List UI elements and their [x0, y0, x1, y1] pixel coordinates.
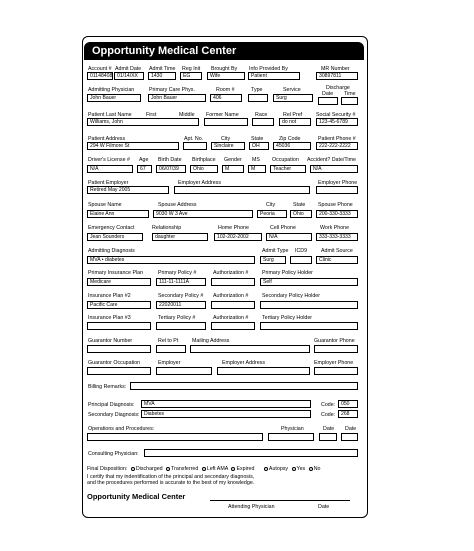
label-middle: Middle — [179, 112, 195, 118]
field-proc-date-1[interactable] — [319, 433, 337, 441]
field-primary-policy[interactable]: 111-11-1111A — [156, 278, 206, 286]
label-guarantor-phone: Guarantor Phone — [314, 338, 355, 344]
field-state[interactable]: OH — [249, 142, 269, 150]
field-employer-address[interactable] — [174, 186, 310, 194]
option-yes: Yes — [296, 466, 306, 472]
field-home-phone[interactable]: 102-202-2002 — [214, 233, 262, 241]
field-secondary-diagnosis[interactable]: Diabetes — [141, 410, 311, 418]
form-title: Opportunity Medical Center — [84, 42, 364, 60]
field-admit-date[interactable]: 01/14/XX — [114, 72, 144, 80]
label-zip: Zip Code — [279, 136, 301, 142]
field-spouse-name[interactable]: Elaine Ann — [87, 210, 149, 218]
label-proc-physician: Physician — [281, 426, 304, 432]
label-birth-date: Birth Date — [158, 157, 182, 163]
field-principal-diagnosis[interactable]: MVA — [141, 400, 311, 408]
label-mr-number: MR Number — [321, 66, 350, 72]
label-secondary-policy: Secondary Policy # — [158, 293, 204, 299]
field-employer-phone[interactable] — [316, 186, 358, 194]
field-former-name[interactable] — [204, 118, 248, 126]
label-employer-phone: Employer Phone — [318, 180, 358, 186]
field-occupation[interactable]: Teacher — [270, 165, 306, 173]
label-service: Service — [283, 87, 301, 93]
radio-expired[interactable] — [231, 467, 235, 471]
label-proc-date-2: Date — [345, 426, 357, 432]
label-guarantor-employer-phone: Employer Phone — [314, 360, 354, 366]
field-apt[interactable] — [183, 142, 207, 150]
field-billing-remarks[interactable] — [130, 382, 358, 390]
label-spouse-city: City — [266, 202, 276, 208]
field-secondary-code[interactable]: 268 — [338, 410, 358, 418]
field-gender[interactable]: M — [222, 165, 244, 173]
field-consulting-physician[interactable] — [144, 449, 358, 457]
field-race[interactable] — [252, 118, 274, 126]
label-ssn: Social Security # — [316, 112, 356, 118]
radio-left-ama[interactable] — [202, 467, 206, 471]
label-patient-employer: Patient Employer — [88, 180, 129, 186]
label-discharge: Discharge — [326, 85, 350, 91]
radio-transferred[interactable] — [166, 467, 170, 471]
field-patient-employer[interactable]: Retired May 2005 — [87, 186, 169, 194]
label-patient-address: Patient Address — [88, 136, 126, 142]
label-work-phone: Work Phone — [320, 225, 350, 231]
signature-line[interactable] — [210, 500, 350, 501]
label-account: Account # — [88, 66, 112, 72]
field-proc-physician[interactable] — [268, 433, 314, 441]
label-insurance-2: Insurance Plan #2 — [88, 293, 131, 299]
label-last-name: Patient Last Name — [88, 112, 132, 118]
label-guarantor-occupation: Guarantor Occupation — [88, 360, 141, 366]
label-code-2: Code: — [321, 412, 336, 418]
field-age[interactable]: 67 — [137, 165, 152, 173]
label-admit-source: Admit Source — [321, 248, 353, 254]
field-guarantor-phone[interactable] — [314, 345, 358, 353]
label-accident: Accident? Date/Time — [307, 157, 356, 163]
field-guarantor-employer-phone[interactable] — [314, 367, 358, 375]
field-admitting-diagnosis[interactable]: MVA • diabetes — [87, 256, 255, 264]
field-birthplace[interactable]: Ohio — [190, 165, 218, 173]
field-type[interactable] — [248, 94, 268, 102]
label-guarantor-employer: Employer — [158, 360, 181, 366]
label-spouse-state: State — [293, 202, 306, 208]
field-secondary-holder[interactable] — [260, 301, 358, 309]
field-spouse-address[interactable]: 9030 W 3 Ave — [153, 210, 253, 218]
label-city: City — [221, 136, 231, 142]
field-insurance-2[interactable]: Pacific Care — [87, 301, 151, 309]
label-spouse-address: Spouse Address — [158, 202, 197, 208]
radio-autopsy[interactable] — [264, 467, 268, 471]
label-guarantor-number: Guarantor Number — [88, 338, 133, 344]
field-authorization-3[interactable] — [211, 322, 255, 330]
label-authorization-1: Authorization # — [213, 270, 249, 276]
field-rel-pref[interactable]: do not — [279, 118, 311, 126]
label-employer-address: Employer Address — [178, 180, 221, 186]
field-room[interactable]: 406 — [210, 94, 242, 102]
label-insurance-3: Insurance Plan #3 — [88, 315, 131, 321]
field-city[interactable]: Sinclaire — [211, 142, 245, 150]
field-account[interactable]: 01148408 — [87, 72, 113, 80]
field-mr-number[interactable]: 30897811 — [316, 72, 358, 80]
label-former-name: Former Name — [206, 112, 239, 118]
field-guarantor-employer-address[interactable] — [217, 367, 310, 375]
label-final-disposition: Final Disposition: — [87, 466, 128, 472]
field-spouse-phone[interactable]: 200-330-3333 — [316, 210, 358, 218]
label-age: Age — [139, 157, 149, 163]
option-autopsy: Autopsy — [268, 466, 289, 472]
field-procedures[interactable] — [87, 433, 263, 441]
field-accident[interactable]: N/A — [310, 165, 358, 173]
field-proc-date-2[interactable] — [341, 433, 358, 441]
label-type: Type — [251, 87, 263, 93]
label-icd9: ICD9 — [295, 248, 308, 254]
field-patient-address[interactable]: 294 W Filmore St — [87, 142, 179, 150]
field-service[interactable]: Surg — [273, 94, 313, 102]
label-info-provided: Info Provided By — [249, 66, 288, 72]
field-discharge-time[interactable] — [341, 97, 358, 105]
label-rel-to-pt: Rel to Pt — [158, 338, 179, 344]
label-consulting-physician: Consulting Physician: — [88, 451, 139, 457]
option-no: No — [313, 466, 321, 472]
label-secondary-holder: Secondary Policy Holder — [262, 293, 320, 299]
field-primary-insurance[interactable]: Medicare — [87, 278, 151, 286]
field-spouse-city[interactable]: Peoria — [257, 210, 287, 218]
field-tertiary-holder[interactable] — [260, 322, 358, 330]
label-primary-holder: Primary Policy Holder — [262, 270, 313, 276]
radio-no[interactable] — [309, 467, 313, 471]
label-birthplace: Birthplace — [192, 157, 216, 163]
field-primary-care[interactable]: John Bauer — [148, 94, 206, 102]
label-signature-date: Date — [318, 504, 330, 510]
field-admit-time[interactable]: 1430 — [148, 72, 176, 80]
label-discharge-time: Time — [344, 91, 356, 97]
radio-discharged[interactable] — [131, 467, 135, 471]
label-ms: MS — [252, 157, 260, 163]
label-admitting-physician: Admitting Physician — [88, 87, 135, 93]
field-secondary-policy[interactable]: 22020011 — [156, 301, 206, 309]
field-birth-date[interactable]: 06/07/39 — [156, 165, 186, 173]
field-spouse-state[interactable]: Ohio — [290, 210, 312, 218]
label-rel-pref: Rel Pref — [283, 112, 303, 118]
label-admit-type: Admit Type — [262, 248, 289, 254]
label-race: Race — [255, 112, 268, 118]
option-transferred: Transferred — [171, 466, 199, 472]
label-admit-date: Admit Date — [115, 66, 142, 72]
field-admit-type[interactable]: Surg — [260, 256, 286, 264]
label-secondary-diagnosis: Secondary Diagnosis: — [88, 412, 140, 418]
label-guarantor-employer-address: Employer Address — [222, 360, 265, 366]
label-attending-physician: Attending Physician — [228, 504, 275, 510]
field-ms[interactable]: M — [248, 165, 266, 173]
label-authorization-2: Authorization # — [213, 293, 249, 299]
option-discharged: Discharged — [135, 466, 163, 472]
label-patient-phone: Patient Phone # — [318, 136, 356, 142]
label-primary-care: Primary Care Phys. — [149, 87, 195, 93]
field-patient-name[interactable]: Williams, John — [87, 118, 199, 126]
label-principal-diagnosis: Principal Diagnosis: — [88, 402, 135, 408]
field-primary-holder[interactable]: Self — [260, 278, 358, 286]
label-home-phone: Home Phone — [218, 225, 249, 231]
label-cell-phone: Cell Phone — [270, 225, 296, 231]
label-state: State — [251, 136, 264, 142]
label-mailing-address: Mailing Address — [192, 338, 230, 344]
field-work-phone[interactable]: 333-333-3333 — [316, 233, 358, 241]
radio-yes[interactable] — [292, 467, 296, 471]
field-authorization-2[interactable] — [211, 301, 255, 309]
field-rel-to-pt[interactable] — [156, 345, 186, 353]
label-authorization-3: Authorization # — [213, 315, 249, 321]
label-relationship: Relationship — [152, 225, 182, 231]
label-tertiary-holder: Tertiary Policy Holder — [262, 315, 313, 321]
field-patient-phone[interactable]: 222-222-2222 — [316, 142, 358, 150]
label-spouse-phone: Spouse Phone — [318, 202, 353, 208]
field-ssn[interactable]: 123-45-6789 — [316, 118, 358, 126]
certification-text: I certify that my indentification of the principal and secondary diagnosis, and the procedures performed is accurate to the best of my knowledge. — [87, 474, 255, 487]
field-icd9[interactable] — [290, 256, 312, 264]
option-expired: Expired — [236, 466, 255, 472]
footer-title: Opportunity Medical Center — [87, 492, 186, 501]
label-brought-by: Brought By — [211, 66, 238, 72]
field-info-provided[interactable]: Patient — [248, 72, 300, 80]
label-emergency-contact: Emergency Contact — [88, 225, 135, 231]
field-discharge-date[interactable] — [318, 97, 338, 105]
field-principal-code[interactable]: 050 — [338, 400, 358, 408]
field-insurance-3[interactable] — [87, 322, 151, 330]
label-discharge-date: Date — [322, 91, 334, 97]
label-occupation: Occupation — [272, 157, 299, 163]
field-cell-phone[interactable]: N/A — [266, 233, 312, 241]
field-guarantor-number[interactable] — [87, 345, 151, 353]
label-apt: Apt. No. — [184, 136, 204, 142]
label-drivers-license: Driver's License # — [88, 157, 130, 163]
field-tertiary-policy[interactable] — [156, 322, 206, 330]
field-relationship[interactable]: daughter — [152, 233, 208, 241]
label-proc-date-1: Date — [323, 426, 335, 432]
field-mailing-address[interactable] — [190, 345, 310, 353]
field-admitting-physician[interactable]: John Bauer — [87, 94, 141, 102]
field-brought-by[interactable]: Wife — [207, 72, 245, 80]
field-reg-init[interactable]: EG — [180, 72, 202, 80]
label-primary-policy: Primary Policy # — [158, 270, 197, 276]
field-admit-source[interactable]: Clinic — [316, 256, 358, 264]
final-disposition-row — [87, 466, 320, 472]
label-first: First — [146, 112, 157, 118]
field-zip[interactable]: 45036 — [273, 142, 311, 150]
label-procedures: Operations and Procedures: — [88, 426, 155, 432]
label-primary-insurance: Primary Insurance Plan — [88, 270, 144, 276]
label-admit-time: Admit Time — [149, 66, 176, 72]
label-spouse-name: Spouse Name — [88, 202, 122, 208]
label-room: Room # — [216, 87, 235, 93]
label-admitting-diagnosis: Admitting Diagnosis — [88, 248, 135, 254]
label-gender: Gender — [224, 157, 242, 163]
label-code-1: Code: — [321, 402, 336, 408]
field-authorization-1[interactable] — [211, 278, 255, 286]
label-reg-init: Reg Init — [182, 66, 201, 72]
field-guarantor-occupation[interactable] — [87, 367, 151, 375]
field-emergency-contact[interactable]: Jean Sounders — [87, 233, 143, 241]
label-tertiary-policy: Tertiary Policy # — [158, 315, 196, 321]
label-billing-remarks: Billing Remarks: — [88, 384, 127, 390]
field-guarantor-employer[interactable] — [156, 367, 212, 375]
field-drivers-license[interactable]: N/A — [87, 165, 133, 173]
registration-form — [82, 36, 368, 518]
option-left-ama: Left AMA — [206, 466, 228, 472]
